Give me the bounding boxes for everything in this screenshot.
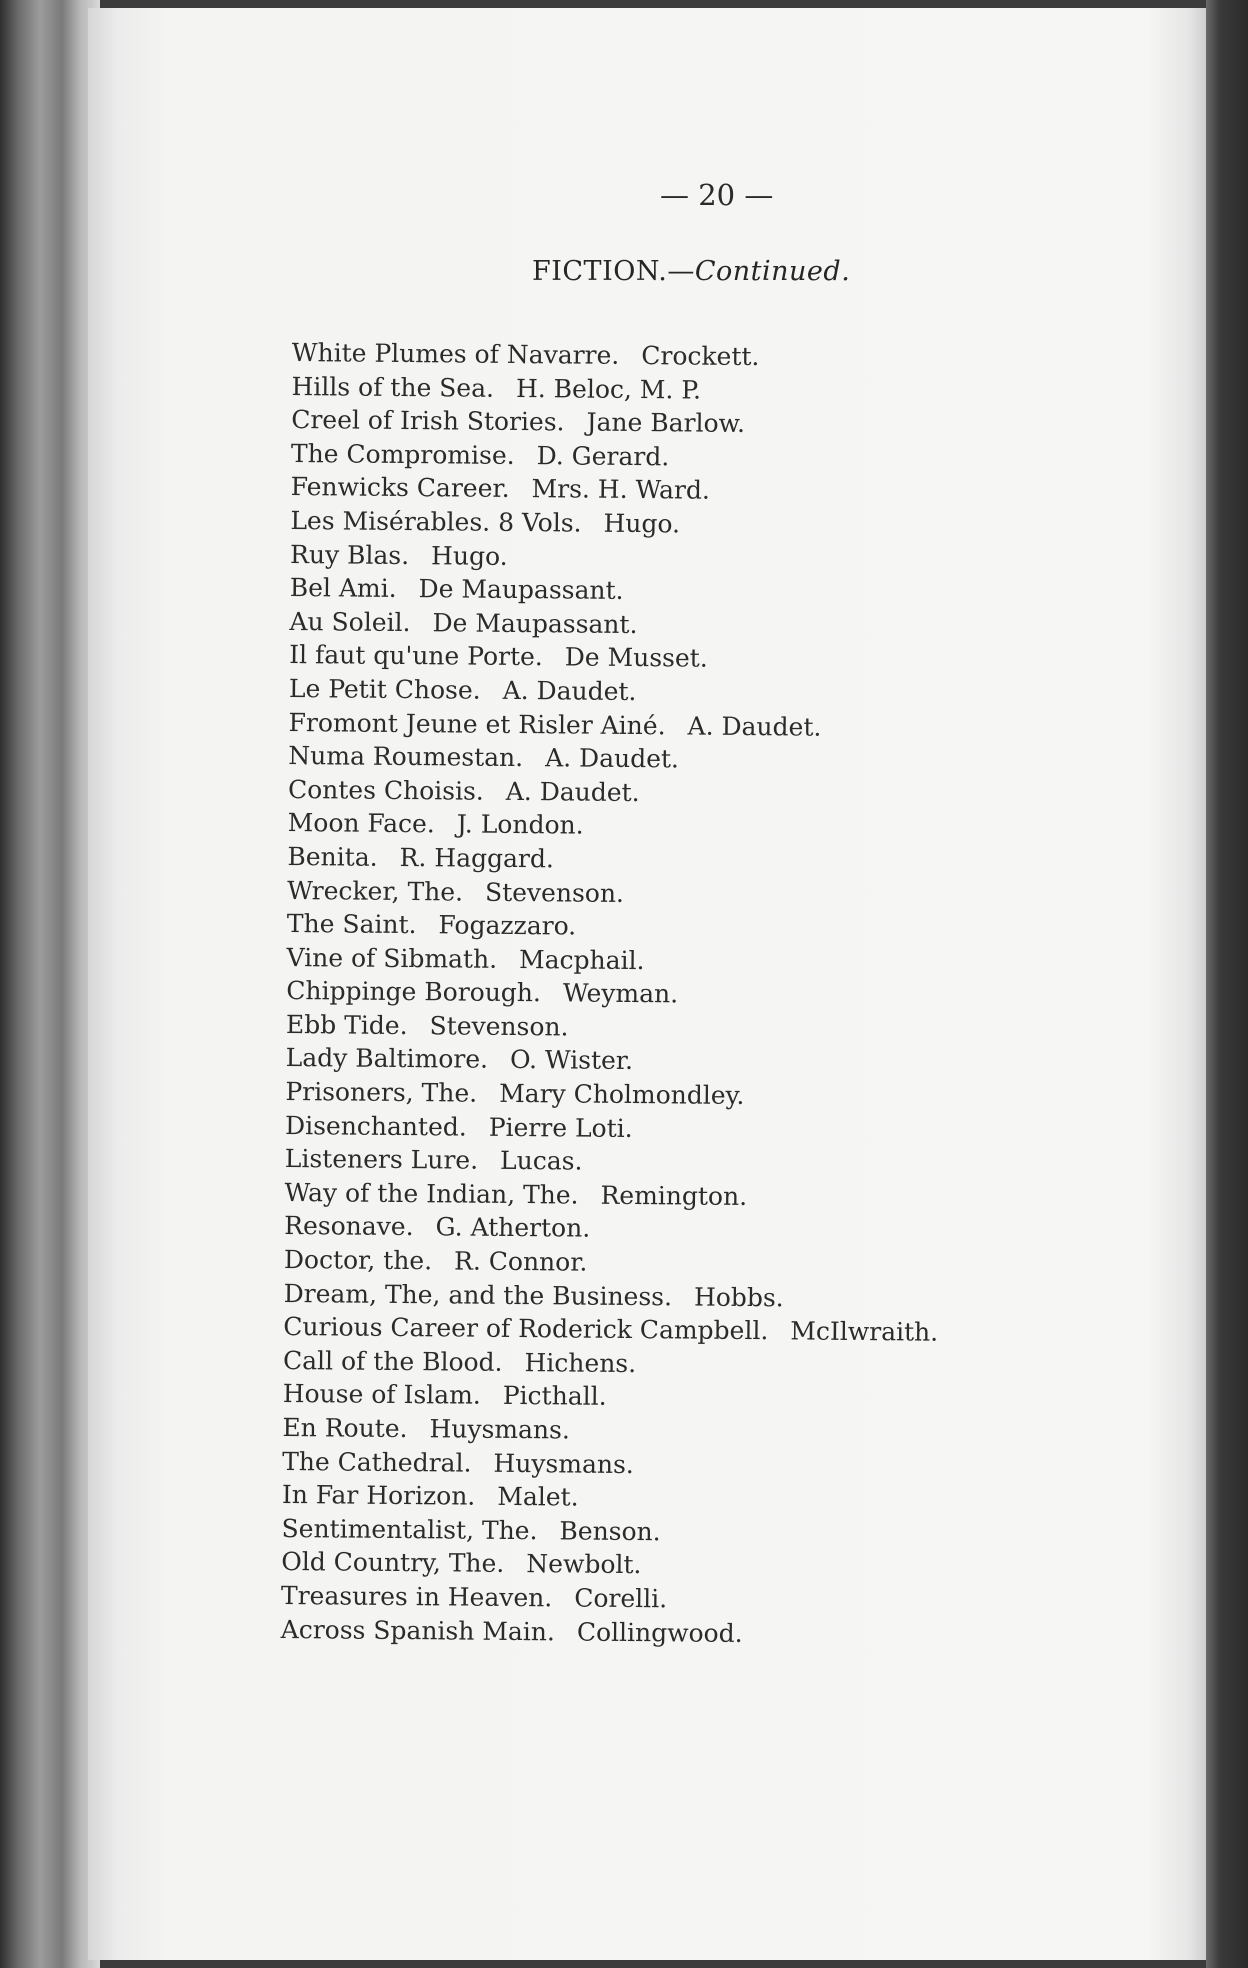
book-title: Bel Ami. bbox=[289, 573, 397, 604]
book-entry bbox=[283, 1310, 938, 1349]
book-author: De Maupassant. bbox=[432, 607, 638, 639]
book-author: Hugo. bbox=[603, 508, 681, 539]
fiction-list bbox=[281, 336, 947, 1652]
book-title: Treasures in Heaven. bbox=[280, 1580, 553, 1613]
book-author: Hobbs. bbox=[693, 1282, 784, 1312]
book-author: R. Haggard. bbox=[399, 842, 554, 874]
book-title: Le Petit Chose. bbox=[288, 673, 481, 705]
book-entry bbox=[290, 571, 945, 610]
book-title: Resonave. bbox=[284, 1211, 414, 1242]
book-entry bbox=[291, 403, 946, 442]
book-author: G. Atherton. bbox=[435, 1212, 591, 1244]
book-entry bbox=[281, 1579, 936, 1618]
book-entry bbox=[283, 1377, 938, 1416]
book-title: Vine of Sibmath. bbox=[286, 942, 498, 974]
book-author: Stevenson. bbox=[484, 877, 625, 908]
book-title: Contes Choisis. bbox=[287, 774, 484, 806]
book-entry bbox=[281, 1545, 936, 1584]
book-author: Mrs. H. Ward. bbox=[531, 474, 711, 506]
book-author: De Maupassant. bbox=[418, 574, 624, 606]
book-author: R. Connor. bbox=[453, 1246, 588, 1277]
book-entry bbox=[288, 806, 943, 845]
book-author: Macphail. bbox=[518, 944, 645, 975]
book-title: Il faut qu'une Porte. bbox=[289, 640, 543, 672]
book-entry bbox=[289, 672, 944, 711]
book-title: Hills of the Sea. bbox=[291, 371, 495, 403]
book-entry bbox=[287, 873, 942, 912]
book-author: Newbolt. bbox=[526, 1549, 642, 1580]
book-entry bbox=[289, 605, 944, 644]
book-spine bbox=[0, 0, 100, 1968]
book-author: A. Daudet. bbox=[505, 776, 640, 807]
section-heading bbox=[532, 256, 850, 287]
book-author: McIlwraith. bbox=[790, 1316, 939, 1347]
book-entry bbox=[284, 1209, 939, 1248]
book-author: Fogazzaro. bbox=[438, 910, 577, 941]
book-entry bbox=[282, 1445, 937, 1484]
book-author: Huysmans. bbox=[493, 1448, 634, 1479]
book-entry bbox=[286, 941, 941, 980]
book-entry bbox=[283, 1277, 938, 1316]
book-title: Numa Roumestan. bbox=[288, 741, 524, 773]
book-title: Call of the Blood. bbox=[282, 1345, 503, 1377]
book-entry bbox=[292, 336, 947, 375]
book-entry bbox=[282, 1478, 937, 1517]
book-title: Creel of Irish Stories. bbox=[291, 405, 565, 437]
book-entry bbox=[291, 370, 946, 409]
book-title: Wrecker, The. bbox=[287, 875, 464, 907]
book-entry bbox=[288, 739, 943, 778]
book-title: The Compromise. bbox=[290, 438, 515, 470]
book-entry bbox=[291, 437, 946, 476]
book-author: J. London. bbox=[456, 809, 584, 840]
book-entry bbox=[283, 1344, 938, 1383]
book-author: Collingwood. bbox=[576, 1617, 743, 1648]
book-author: Mary Cholmondley. bbox=[499, 1078, 745, 1111]
book-title: Fenwicks Career. bbox=[290, 472, 510, 504]
section-heading-title: FICTION.— bbox=[532, 256, 695, 287]
book-title: Fromont Jeune et Risler Ainé. bbox=[288, 707, 666, 740]
book-title: Doctor, the. bbox=[283, 1244, 433, 1276]
page-edge-shadow bbox=[1206, 0, 1248, 1968]
book-title: Benita. bbox=[287, 841, 378, 872]
book-title: Les Misérables. 8 Vols. bbox=[290, 505, 582, 538]
book-title: Dream, The, and the Business. bbox=[283, 1278, 673, 1311]
book-author: Huysmans. bbox=[429, 1414, 571, 1445]
book-entry bbox=[290, 504, 945, 543]
book-title: The Saint. bbox=[286, 909, 417, 940]
book-entry bbox=[285, 1109, 940, 1148]
book-entry bbox=[291, 470, 946, 509]
book-author: Stevenson. bbox=[429, 1011, 569, 1042]
book-author: O. Wister. bbox=[509, 1045, 634, 1076]
book-title: Chippinge Borough. bbox=[286, 976, 542, 1008]
book-author: Lucas. bbox=[499, 1146, 583, 1176]
book-entry bbox=[281, 1613, 936, 1652]
book-author: Picthall. bbox=[502, 1381, 607, 1412]
book-entry bbox=[287, 840, 942, 879]
book-entry bbox=[284, 1243, 939, 1282]
book-title: In Far Horizon. bbox=[281, 1480, 476, 1511]
book-author: Pierre Loti. bbox=[488, 1112, 633, 1143]
book-author: Malet. bbox=[497, 1482, 579, 1512]
book-author: Benson. bbox=[559, 1516, 661, 1547]
book-entry bbox=[284, 1176, 939, 1215]
book-title: Lady Baltimore. bbox=[285, 1043, 489, 1075]
book-title: House of Islam. bbox=[282, 1379, 481, 1411]
book-title: The Cathedral. bbox=[282, 1446, 472, 1478]
book-author: A. Daudet. bbox=[687, 710, 822, 742]
book-author: Corelli. bbox=[574, 1583, 668, 1614]
book-entry bbox=[285, 1142, 940, 1181]
book-entry bbox=[288, 773, 943, 812]
book-author: De Musset. bbox=[564, 642, 708, 673]
book-title: Old Country, The. bbox=[281, 1547, 505, 1579]
book-author: D. Gerard. bbox=[536, 440, 670, 472]
book-author: Hichens. bbox=[524, 1347, 637, 1378]
book-title: Across Spanish Main. bbox=[280, 1614, 556, 1646]
book-entry bbox=[288, 706, 943, 745]
book-title: En Route. bbox=[282, 1412, 408, 1444]
page-number: — 20 — bbox=[660, 178, 774, 212]
book-entry bbox=[290, 538, 945, 577]
book-author: Remington. bbox=[600, 1180, 748, 1211]
book-title: Listeners Lure. bbox=[284, 1144, 479, 1175]
book-entry bbox=[287, 907, 942, 946]
book-author: A. Daudet. bbox=[502, 675, 637, 706]
book-author: Hugo. bbox=[431, 540, 508, 571]
book-title: Curious Career of Roderick Campbell. bbox=[283, 1312, 769, 1346]
book-entry bbox=[285, 1075, 940, 1114]
book-author: A. Daudet. bbox=[545, 743, 680, 774]
book-title: Sentimentalist, The. bbox=[281, 1513, 538, 1545]
book-entry bbox=[286, 1041, 941, 1080]
book-title: Moon Face. bbox=[287, 808, 435, 839]
book-title: Disenchanted. bbox=[284, 1110, 467, 1142]
book-title: Way of the Indian, The. bbox=[284, 1177, 579, 1210]
book-title: Ruy Blas. bbox=[289, 539, 410, 570]
book-entry bbox=[282, 1411, 937, 1450]
book-title: Au Soleil. bbox=[289, 606, 411, 637]
book-author: Weyman. bbox=[562, 978, 679, 1009]
book-entry bbox=[286, 974, 941, 1013]
book-entry bbox=[289, 638, 944, 677]
book-title: Prisoners, The. bbox=[285, 1077, 478, 1108]
book-author: Jane Barlow. bbox=[586, 407, 746, 439]
book-title: Ebb Tide. bbox=[285, 1009, 408, 1040]
book-title: White Plumes of Navarre. bbox=[291, 337, 620, 370]
section-heading-continued: Continued. bbox=[694, 256, 851, 287]
book-author: H. Beloc, M. P. bbox=[515, 373, 702, 405]
book-entry bbox=[286, 1008, 941, 1047]
book-entry bbox=[281, 1512, 936, 1551]
book-author: Crockett. bbox=[641, 341, 760, 372]
